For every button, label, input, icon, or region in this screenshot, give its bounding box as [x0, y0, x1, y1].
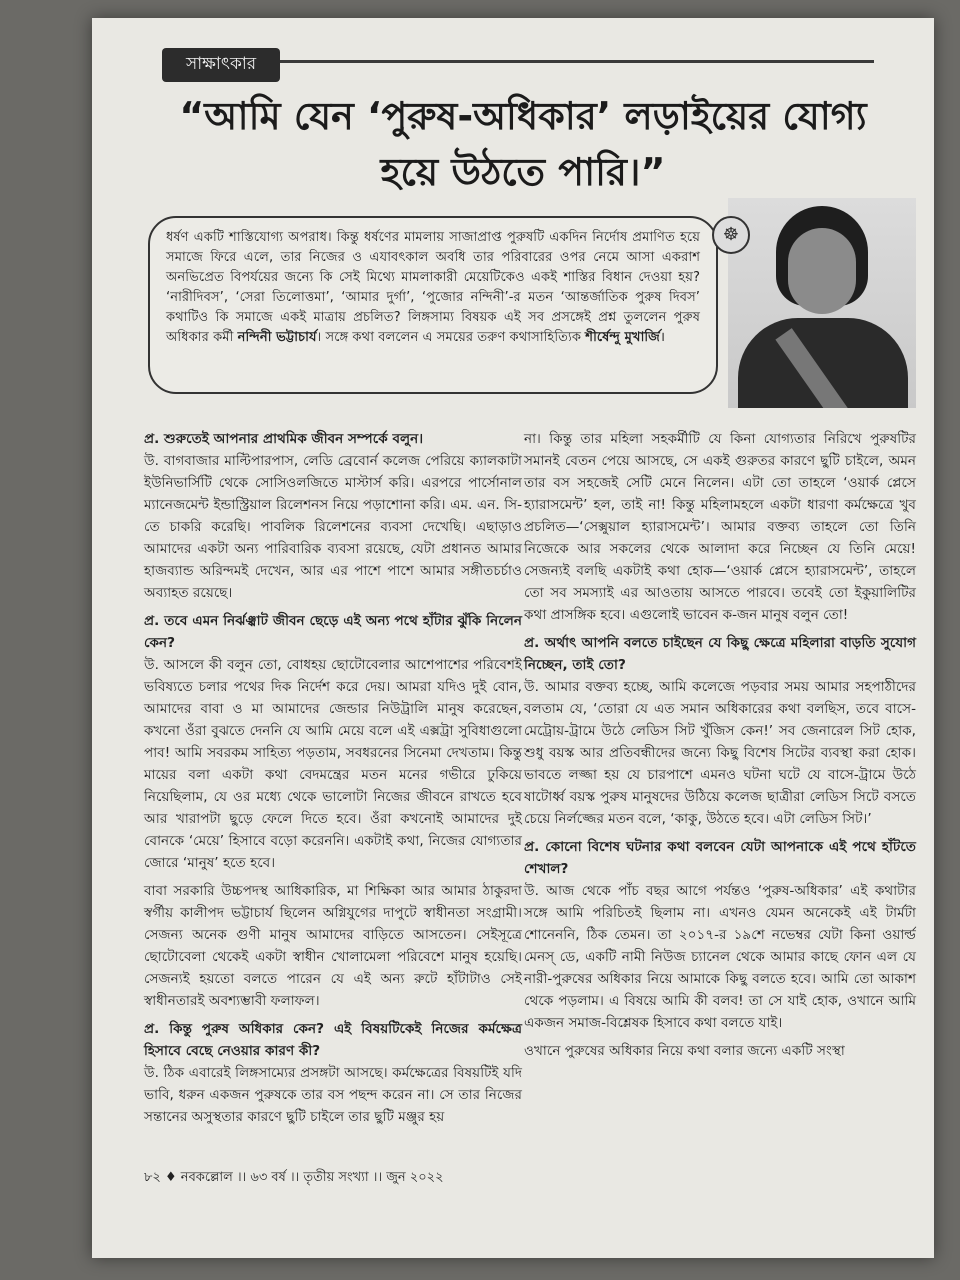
interviewee-photo: [728, 198, 916, 408]
intro-text: ধর্ষণ একটি শাস্তিযোগ্য অপরাধ। কিন্তু ধর্ষণের মামলায় সাজাপ্রাপ্ত পুরুষটি একদিন নির্দোষ প্রমাণিত হয়ে সমাজে ফিরে এলে, তার নিজের ও এযাবৎকাল অবধি তার পরিবারের ওপর নেমে আসা একরাশ অনভিপ্রেত বিপর্যয়ের জন্যে কি সেই মিথ্যে মামলাকারী মেয়েটিকেও একই শাস্তির বিধান দেওয়া হয়? ‘নারীদিবস’, ‘সেরা তিলোত্তমা’, ‘আমার দুর্গা’, ‘পুজোর নন্দিনী’-র মতন ‘আন্তর্জাতিক পুরুষ দিবস’ কথাটিও কি সমাজে একই মাত্রায় প্রচলিত? লিঙ্গসাম্য বিষয়ক এই সব প্রসঙ্গেই প্রশ্ন তুললেন পুরুষ অধিকার কর্মী: [166, 230, 700, 345]
answer: বাবা সরকারি উচ্চপদস্থ আধিকারিক, মা শিক্ষিকা আর আমার ঠাকুরদা স্বর্গীয় কালীপদ ভট্টাচার্য ছিলেন অগ্নিযুগের দাপুটে স্বাধীনতা সংগ্রামী। সেজন্য অনেক গুণী মানুষ আমাদের বাড়িতে আসতেন। সেইসূত্রে ছোটোবেলা থেকেই একটা স্বাধীন খোলামেলা পরিবেশে মানুষ হয়েছি। সেজন্যই হয়তো বলতে পারেন যে এই অন্য রুটে হাঁটাটাও সেই স্বাধীনতারই অবশ্যম্ভাবী ফলাফল।: [144, 883, 522, 1009]
page-footer: ৮২ ♦ নবকল্লোল ।। ৬৩ বর্ষ ।। তৃতীয় সংখ্যা ।। জুন ২০২২: [144, 1170, 444, 1185]
answer: উ. আসলে কী বলুন তো, বোধহয় ছোটোবেলার আশেপাশের পরিবেশই ভবিষ্যতে চলার পথের দিক নির্দেশ করে দেয়। আমরা যদিও দুই বোন, আমাদের বাবা ও মা আমাদের জেন্ডার নিউট্রালি মানুষ করেছেন, কখনো ওঁরা বুঝতে দেননি যে আমি মেয়ে বলে এই এক্সট্রা সুবিধাগুলো পাব! আমি সবরকম সাহিত্য পড়তাম, সবধরনের সিনেমা দেখতাম। কিন্তু মায়ের বলা একটা কথা বেদমন্ত্রের মতন মনের গভীরে ঢুকিয়ে নিয়েছিলাম, যে ওর মধ্যে থেকে ভালোটা নিজের জীবনে রাখতে হবে আর খারাপটা ছুড়ে ফেলে দিতে হবে। ওঁরা কখনোই আমাদের দুই বোনকে ‘মেয়ে’ হিসাবে বড়ো করেননি। একটাই কথা, নিজের যোগ্যতার জোরে ‘মানুষ’ হতে হবে।: [144, 657, 523, 871]
intro-end: ।: [659, 330, 665, 345]
writer-name: শীর্ষেন্দু মুখার্জি: [585, 330, 660, 345]
emblem-icon: ☸: [712, 216, 750, 254]
question: প্র. কোনো বিশেষ ঘটনার কথা বলবেন যেটা আপনাকে এই পথে হাঁটতে শেখাল?: [524, 839, 916, 877]
left-column: [144, 428, 522, 1134]
answer: না। কিন্তু তার মহিলা সহকর্মীটি যে কিনা যোগ্যতার নিরিখে পুরুষটির সমানই বেতন পেয়ে আসছে, সে একই গুরুতর কারণে ছুটি চাইলে, অমন তার বস সহজেই সেটি মেনে নিলেন। এটা তো তাহলে ‘ওয়ার্ক প্লেসে হ্যারাসমেন্ট’ হল, তাই না! কিন্তু মহিলামহলে একটা ধারণা কর্মক্ষেত্রে খুব প্রচলিত—‘সেক্সুয়াল হ্যারাসমেন্ট’। আমার বক্তব্য তাহলে তো তিনি নিজেকে আর সকলের থেকে আলাদা করে নিচ্ছেন যে তিনি মেয়ে! সেজন্যই বলছি একটাই কথা হোক—‘ওয়ার্ক প্লেসে হ্যারাসমেন্ট’, তাহলে তো সব সমস্যাই এর আওতায় আসতে পারবে। তবেই তো ইকুয়ালিটির কথা প্রাসঙ্গিক হবে। এগুলোই ভাবেন ক-জন মানুষ বলুন তো!: [524, 431, 916, 623]
answer: উ. ঠিক এবারেই লিঙ্গসাম্যের প্রসঙ্গটা আসছে। কর্মক্ষেত্রের বিষয়টিই যদি ভাবি, ধরুন একজন পুরুষকে তার বস পছন্দ করেন না। সে তার নিজের সন্তানের অসুস্থতার কারণে ছুটি চাইলে তার ছুটি মঞ্জুর হয়: [144, 1065, 522, 1125]
article-title: “আমি যেন ‘পুরুষ-অধিকার’ লড়াইয়ের যোগ্য হয়ে উঠতে পারি।”: [179, 94, 867, 194]
magazine-page: [92, 18, 934, 1258]
answer: উ. আমার বক্তব্য হচ্ছে, আমি কলেজে পড়বার সময় আমার সহপাঠীদের বলতাম যে, ‘তোরা যে এত সমান অধিকারের কথা বলছিস, তবে বাসে-মেট্রোয়-ট্রামে উঠে লেডিস সিট খুঁজিস কেন!’ সব জেনারেল সিট হোক, শুধু বয়স্ক আর প্রতিবন্ধীদের জন্যে কিছু বিশেষ সিটের ব্যবস্থা করা হোক। ভাবতে লজ্জা হয় যে চারপাশে এমনও ঘটনা ঘটে যে বাসে-ট্রামে উঠে ষাটোর্ধ্ব বয়স্ক পুরুষ মানুষদের উঠিয়ে কলেজ ছাত্রীরা লেডিস সিটে বসতে চেয়ে নির্লজ্জের মতন বলে, ‘কাকু, উঠতে হবে। এটা লেডিস সিট।’: [524, 679, 916, 827]
interviewee-name: নন্দিনী ভট্টাচার্য: [237, 330, 317, 345]
question: প্র. শুরুতেই আপনার প্রাথমিক জীবন সম্পর্কে বলুন।: [144, 431, 424, 447]
question: প্র. অর্থাৎ আপনি বলতে চাইছেন যে কিছু ক্ষেত্রে মহিলারা বাড়তি সুযোগ নিচ্ছেন, তাই তো?: [524, 635, 916, 673]
right-column: [524, 428, 916, 1068]
answer: উ. বাগবাজার মাল্টিপারপাস, লেডি ব্রেবোর্ন কলেজ পেরিয়ে ক্যালকাটা ইউনিভার্সিটি থেকে সোসিওলজিতে মাস্টার্স করি। এরপরে পার্সোনাল ম্যানেজমেন্ট ইন্ডাস্ট্রিয়াল রিলেশনস নিয়ে পড়াশোনা করি। এম. এন. সি-তে চাকরি করেছি। পাবলিক রিলেশনের ব্যবসা দেখেছি। এছাড়াও আমাদের একটা অন্য পারিবারিক ব্যবসা রয়েছে, যেটা প্রধানত আমার হাজব্যান্ড অরিন্দমই দেখেন, আর এর পাশে পাশে আমার সঙ্গীতচর্চাও অব্যাহত রয়েছে।: [144, 453, 522, 601]
answer: ওখানে পুরুষের অধিকার নিয়ে কথা বলার জন্যে একটি সংস্থা: [524, 1043, 845, 1059]
answer: উ. আজ থেকে পাঁচ বছর আগে পর্যন্তও ‘পুরুষ-অধিকার’ এই কথাটার সঙ্গে আমি পরিচিতই ছিলাম না। এখনও যেমন অনেকেই এই টার্মটা শোনেননি, ঠিক তেমন। তা ২০১৭-র ১৯শে নভেম্বর যেটা কিনা ওয়ার্ল্ড মেনস্ ডে, একটি নামী নিউজ চ্যানেল থেকে আমার কাছে ফোন এল যে নারী-পুরুষের অধিকার নিয়ে আমাকে কিছু বলতে হবে। আমি তো আকাশ থেকে পড়লাম। এ বিষয়ে আমি কী বলব! তা সে যাই হোক, ওখানে আমি একজন সমাজ-বিশ্লেষক হিসাবে কথা বলতে যাই।: [524, 883, 916, 1031]
question: প্র. তবে এমন নির্ঝঞ্ঝাট জীবন ছেড়ে এই অন্য পথে হাঁটার ঝুঁকি নিলেন কেন?: [144, 613, 522, 651]
intro-box: [148, 216, 718, 394]
section-tag: সাক্ষাৎকার: [162, 48, 280, 82]
intro-text-2: । সঙ্গে কথা বললেন এ সময়ের তরুণ কথাসাহিত্যিক: [316, 330, 582, 345]
question: প্র. কিন্তু পুরুষ অধিকার কেন? এই বিষয়টিকেই নিজের কর্মক্ষেত্র হিসাবে বেছে নেওয়ার কারণ কী?: [144, 1021, 522, 1059]
